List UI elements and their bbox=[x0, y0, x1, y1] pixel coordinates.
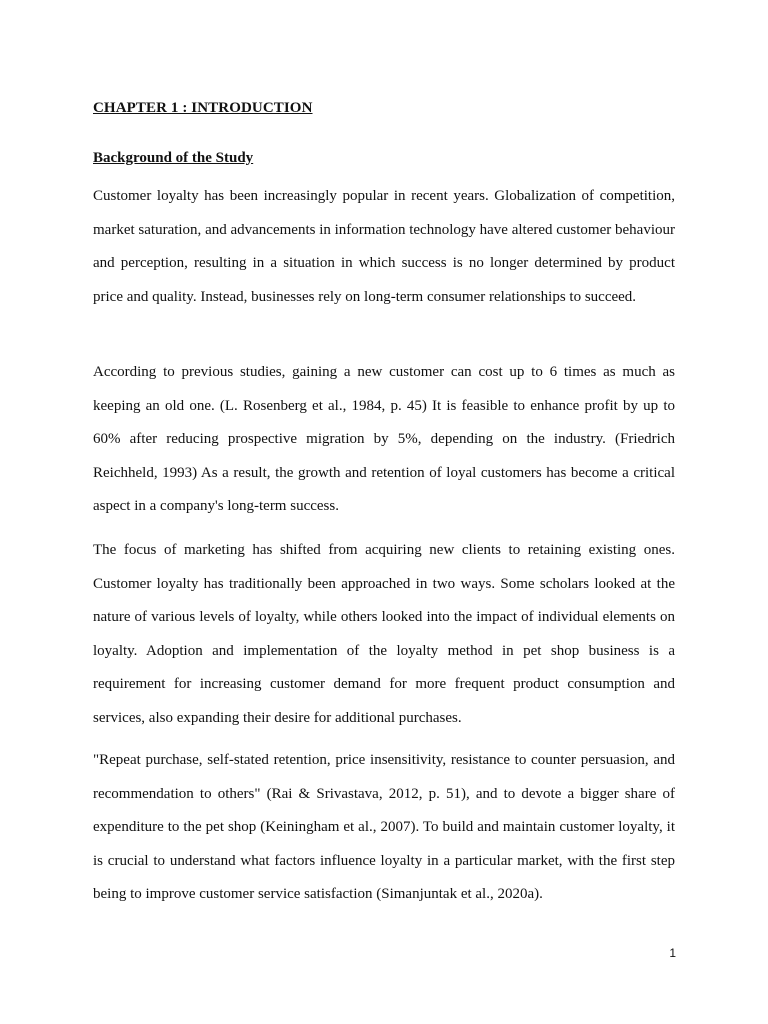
body-paragraph-4: "Repeat purchase, self-stated retention, price insensitivity, resistance to counter persuasion, and recommendation to others" (Rai & Srivastava, 2012, p. 51), and to devote a bigger share of expenditure to the pet shop (Keiningham et al., 2007). To build and maintain customer loyalty, it is crucial to understand what factors influence loyalty in a particular market, with the first step being to improve customer service satisfaction (Simanjuntak et al., 2020a). bbox=[93, 752, 675, 902]
page-number: 1 bbox=[669, 946, 676, 960]
body-paragraph-1: Customer loyalty has been increasingly popular in recent years. Globalization of competition, market saturation, and advancements in information technology have altered customer behaviour and perception, resulting in a situation in which success is no longer determined by product price and quality. Instead, businesses rely on long-term consumer relationships to succeed. bbox=[93, 188, 675, 305]
chapter-title: CHAPTER 1 : INTRODUCTION bbox=[93, 100, 313, 116]
section-heading: Background of the Study bbox=[93, 150, 254, 166]
body-paragraph-2: According to previous studies, gaining a new customer can cost up to 6 times as much as keeping an old one. (L. Rosenberg et al., 1984, p. 45) It is feasible to enhance profit by up to 60% after reducing prospective migration by 5%, depending on the industry. (Friedrich Reichheld, 1993) As a result, the growth and retention of loyal customers has become a critical aspect in a company's long-term success. bbox=[93, 364, 675, 514]
body-paragraph-3: The focus of marketing has shifted from acquiring new clients to retaining existing ones. Customer loyalty has traditionally been approached in two ways. Some scholars looked at the nature of various levels of loyalty, while others looked into the impact of individual elements on loyalty. Adoption and implementation of the loyalty method in pet shop business is a requirement for increasing customer demand for more frequent product consumption and services, also expanding their desire for additional purchases. bbox=[93, 542, 675, 726]
